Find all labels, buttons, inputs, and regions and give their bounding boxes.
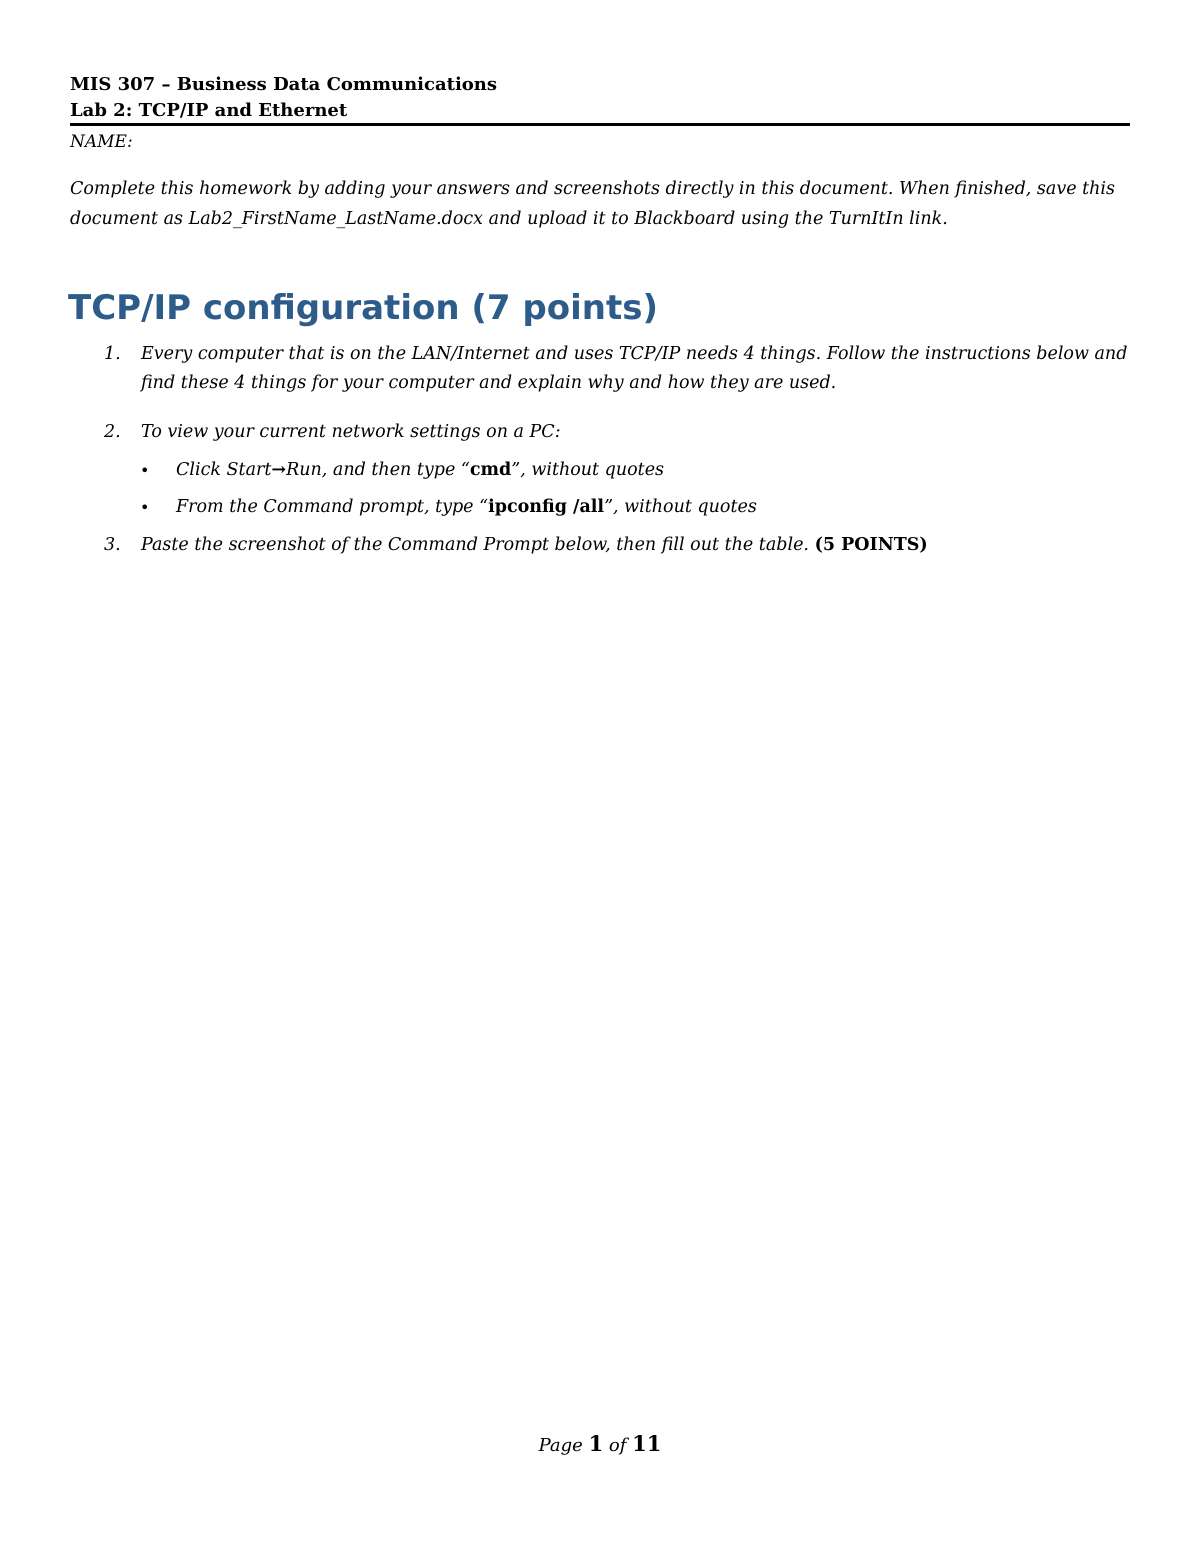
list-item-number: 1.: [104, 344, 121, 364]
instructions-paragraph: Complete this homework by adding your answers and screenshots directly in this document. When finished, save this document as Lab2_FirstName_LastName.docx and upload it to Blackboard using the TurnItIn link.: [70, 179, 1116, 229]
list-item-text: [141, 531, 1134, 560]
bullet-icon: •: [140, 498, 150, 517]
list-item-number: 2.: [104, 422, 121, 442]
command-text: ipconfig /all: [488, 497, 605, 517]
points-label: (5 POINTS): [814, 535, 928, 555]
section-heading: TCP/IP configuration (7 points): [68, 288, 658, 328]
of-word: of: [608, 1435, 627, 1456]
arrow-right-icon: →: [271, 460, 287, 480]
bullet-text: [176, 497, 757, 517]
list-item-text: To view your current network settings on a PC:: [141, 422, 561, 442]
name-label: NAME:: [70, 132, 133, 152]
bullet-item: [140, 493, 1130, 522]
bullet-prefix: Click Start: [176, 460, 272, 480]
list-item: [104, 340, 1134, 398]
lab-title: Lab 2: TCP/IP and Ethernet: [70, 100, 348, 121]
list-item-body: Paste the screenshot of the Command Prompt below, then fill out the table.: [141, 535, 815, 555]
bullet-prefix: From the Command prompt, type “: [176, 497, 489, 517]
bullet-item: [140, 456, 1130, 485]
course-title: MIS 307 – Business Data Communications: [70, 74, 498, 95]
page-footer: [0, 1430, 1200, 1460]
list-item: [104, 531, 1134, 560]
bullet-text: [176, 460, 664, 480]
list-item-number: 3.: [104, 535, 121, 555]
header-divider: [70, 123, 1130, 126]
bullet-suffix: ”, without quotes: [604, 497, 757, 517]
page-total: 11: [632, 1431, 662, 1456]
document-header: [70, 72, 1130, 124]
page-number: 1: [588, 1431, 604, 1456]
list-item-text: Every computer that is on the LAN/Internet and uses TCP/IP needs 4 things. Follow the instructions below and find these 4 things for your computer and explain why and how they are used.: [141, 344, 1128, 393]
bullet-suffix: ”, without quotes: [511, 460, 665, 480]
list-item: [104, 418, 1134, 447]
command-text: cmd: [469, 460, 512, 480]
page-word: Page: [538, 1435, 583, 1456]
bullet-middle: Run, and then type “: [286, 460, 470, 480]
bullet-icon: •: [140, 461, 150, 480]
